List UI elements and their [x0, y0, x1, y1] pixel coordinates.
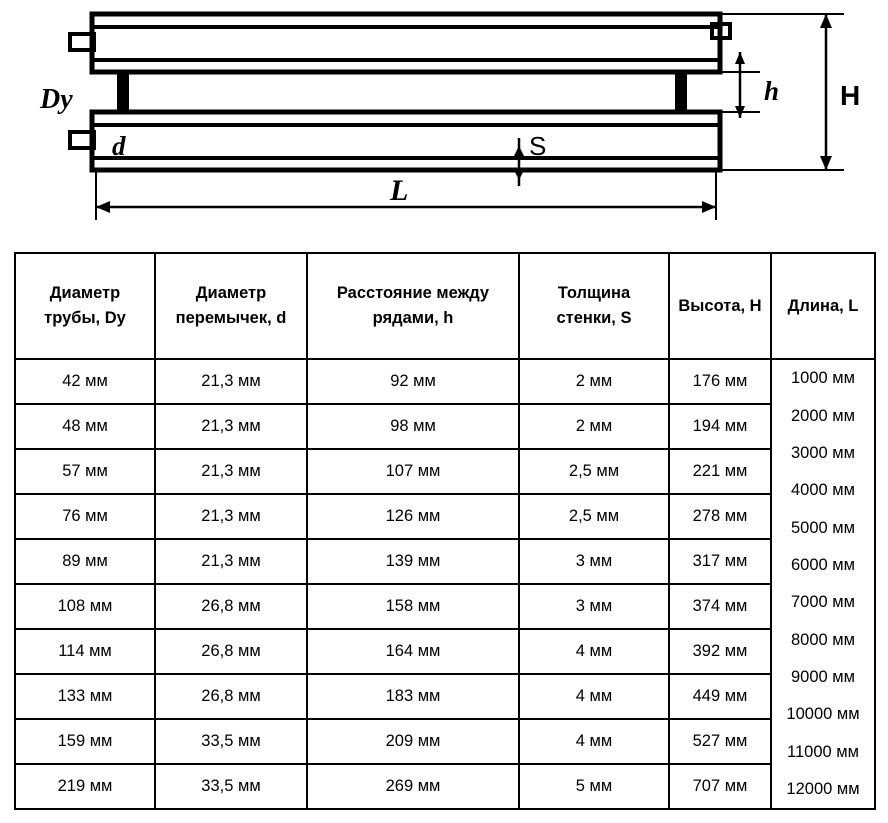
- length-option: 11000 мм: [787, 742, 859, 761]
- cell-pipe-diameter: 76 мм: [15, 494, 155, 539]
- cell-bridge-diameter: 33,5 мм: [155, 719, 307, 764]
- cell-bridge-diameter: 26,8 мм: [155, 629, 307, 674]
- cell-pipe-diameter: 159 мм: [15, 719, 155, 764]
- cell-bridge-diameter: 26,8 мм: [155, 584, 307, 629]
- cell-pipe-diameter: 48 мм: [15, 404, 155, 449]
- cell-wall-thickness: 2 мм: [519, 359, 669, 404]
- cell-pipe-diameter: 108 мм: [15, 584, 155, 629]
- cell-row-distance: 269 мм: [307, 764, 519, 809]
- table-row: [15, 404, 875, 449]
- s-arrow-down: [513, 168, 525, 180]
- length-option: 8000 мм: [791, 630, 855, 649]
- top-pipe-outline: [92, 14, 720, 72]
- table-row: [15, 629, 875, 674]
- bridge-left: [118, 72, 128, 112]
- bottom-pipe-outline: [92, 112, 720, 170]
- length-option: 7000 мм: [791, 593, 855, 612]
- cell-height: 176 мм: [669, 359, 771, 404]
- table-header-row: [15, 253, 875, 359]
- cell-wall-thickness: 4 мм: [519, 674, 669, 719]
- cell-bridge-diameter: 21,3 мм: [155, 449, 307, 494]
- cell-bridge-diameter: 21,3 мм: [155, 539, 307, 584]
- length-option: 1000 мм: [791, 369, 855, 388]
- label-big-h: H: [840, 80, 861, 111]
- header-height: Высота, H: [669, 253, 771, 359]
- cell-wall-thickness: 4 мм: [519, 719, 669, 764]
- l-arrow-right: [702, 201, 716, 213]
- label-s: S: [529, 131, 547, 161]
- cell-wall-thickness: 3 мм: [519, 539, 669, 584]
- cell-pipe-diameter: 57 мм: [15, 449, 155, 494]
- cell-height: 392 мм: [669, 629, 771, 674]
- header-wall-thickness: Толщина стенки, S: [519, 253, 669, 359]
- header-row-distance: Расстояние между рядами, h: [307, 253, 519, 359]
- length-options-list: [772, 360, 874, 808]
- cell-row-distance: 92 мм: [307, 359, 519, 404]
- cell-pipe-diameter: 114 мм: [15, 629, 155, 674]
- cell-wall-thickness: 2 мм: [519, 404, 669, 449]
- specification-table: [14, 252, 876, 810]
- cell-bridge-diameter: 33,5 мм: [155, 764, 307, 809]
- cell-wall-thickness: 4 мм: [519, 629, 669, 674]
- cell-row-distance: 98 мм: [307, 404, 519, 449]
- cell-bridge-diameter: 21,3 мм: [155, 359, 307, 404]
- table-row: [15, 539, 875, 584]
- length-option: 5000 мм: [791, 518, 855, 537]
- label-h: h: [764, 76, 780, 106]
- length-option: 2000 мм: [791, 406, 855, 425]
- cell-wall-thickness: 2,5 мм: [519, 494, 669, 539]
- cell-height: 449 мм: [669, 674, 771, 719]
- header-length: Длина, L: [771, 253, 875, 359]
- cell-row-distance: 126 мм: [307, 494, 519, 539]
- cell-height: 527 мм: [669, 719, 771, 764]
- table-row: [15, 719, 875, 764]
- length-option: 3000 мм: [791, 444, 855, 463]
- table-row: [15, 674, 875, 719]
- cell-row-distance: 209 мм: [307, 719, 519, 764]
- length-option: 10000 мм: [786, 705, 860, 724]
- cell-height: 194 мм: [669, 404, 771, 449]
- length-option: 9000 мм: [791, 668, 855, 687]
- cell-row-distance: 107 мм: [307, 449, 519, 494]
- table-row: [15, 494, 875, 539]
- length-option: 6000 мм: [791, 556, 855, 575]
- label-dy: Dy: [40, 84, 73, 115]
- register-drawing-svg: [0, 0, 888, 240]
- label-d: d: [112, 131, 126, 161]
- cell-wall-thickness: 2,5 мм: [519, 449, 669, 494]
- table-row: [15, 359, 875, 404]
- cell-pipe-diameter: 133 мм: [15, 674, 155, 719]
- cell-row-distance: 164 мм: [307, 629, 519, 674]
- bridge-right: [676, 72, 686, 112]
- cell-pipe-diameter: 42 мм: [15, 359, 155, 404]
- cell-length-list: [771, 359, 875, 809]
- cell-wall-thickness: 5 мм: [519, 764, 669, 809]
- l-arrow-left: [96, 201, 110, 213]
- cell-wall-thickness: 3 мм: [519, 584, 669, 629]
- cell-height: 374 мм: [669, 584, 771, 629]
- cell-height: 278 мм: [669, 494, 771, 539]
- label-l: L: [390, 174, 409, 207]
- cell-height: 221 мм: [669, 449, 771, 494]
- s-arrow-up: [513, 146, 525, 158]
- table-row: [15, 449, 875, 494]
- table-row: [15, 764, 875, 809]
- h-arrow-up: [735, 52, 745, 64]
- length-option: 4000 мм: [791, 481, 855, 500]
- cell-row-distance: 158 мм: [307, 584, 519, 629]
- length-option: 12000 мм: [786, 780, 860, 799]
- cell-pipe-diameter: 89 мм: [15, 539, 155, 584]
- big-h-arrow-down: [820, 156, 832, 170]
- register-drawing: [0, 0, 888, 240]
- big-h-arrow-up: [820, 14, 832, 28]
- cell-bridge-diameter: 26,8 мм: [155, 674, 307, 719]
- header-bridge-diameter: Диаметр перемычек, d: [155, 253, 307, 359]
- cell-row-distance: 183 мм: [307, 674, 519, 719]
- cell-height: 707 мм: [669, 764, 771, 809]
- cell-pipe-diameter: 219 мм: [15, 764, 155, 809]
- cell-bridge-diameter: 21,3 мм: [155, 494, 307, 539]
- cell-row-distance: 139 мм: [307, 539, 519, 584]
- cell-bridge-diameter: 21,3 мм: [155, 404, 307, 449]
- cell-height: 317 мм: [669, 539, 771, 584]
- table-row: [15, 584, 875, 629]
- header-pipe-diameter: Диаметр трубы, Dy: [15, 253, 155, 359]
